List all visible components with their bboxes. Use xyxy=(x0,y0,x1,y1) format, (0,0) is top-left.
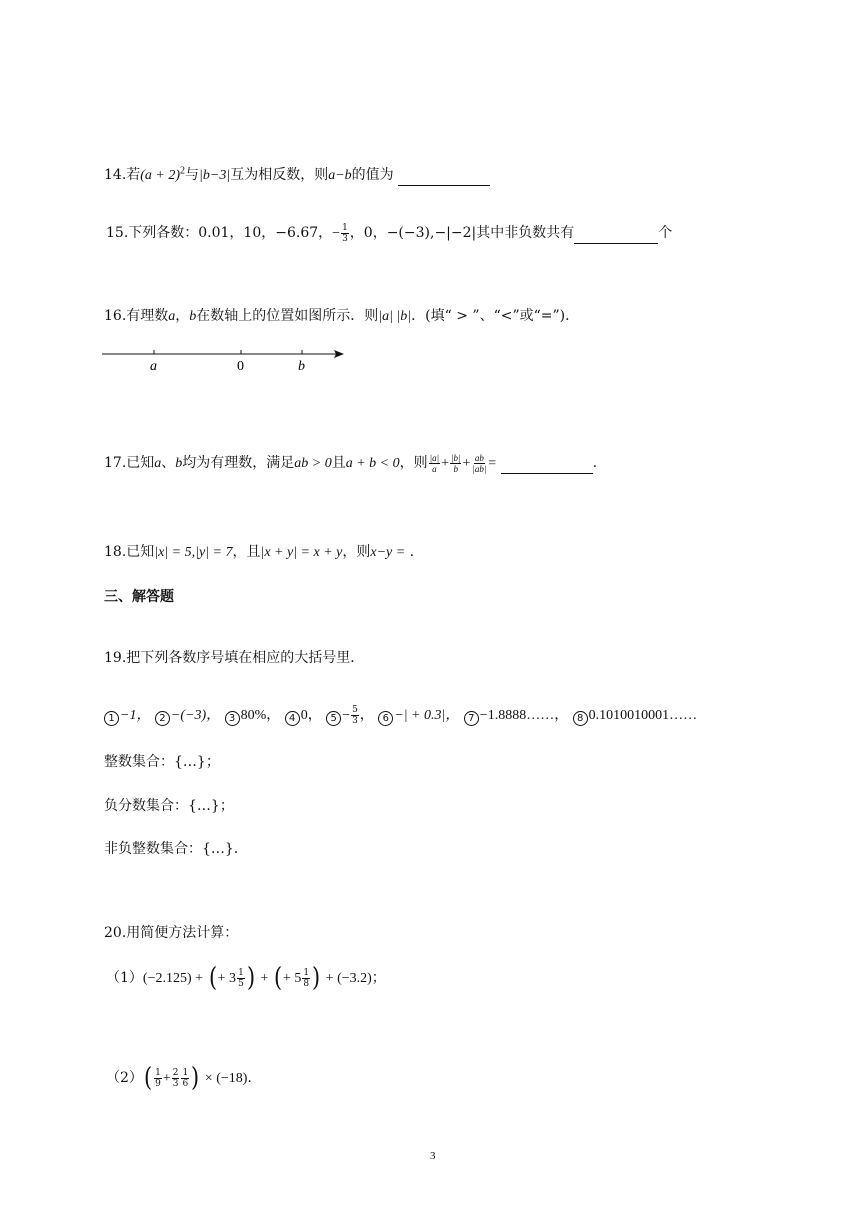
question-17 xyxy=(104,452,597,474)
set-integers: 整数集合：{…}； xyxy=(104,754,220,770)
q17-plus1: + xyxy=(441,456,449,471)
question-20-title: 20.用简便方法计算： xyxy=(104,925,239,941)
q20-p1-b-plus: + 3 xyxy=(217,971,237,986)
q20-p1-mid: + xyxy=(260,971,269,986)
q15-neg: − xyxy=(332,226,341,241)
q20-p1-b-num: 1 xyxy=(238,967,244,978)
q17-end: . xyxy=(592,455,598,471)
paren-close-3: ) xyxy=(191,1063,200,1093)
q18-then: ，则 xyxy=(342,544,371,560)
q19-item-5-den: 3 xyxy=(352,715,358,726)
q19-item-8 xyxy=(573,707,698,723)
q18-end: . xyxy=(409,544,415,560)
q17-var-b: b xyxy=(175,456,183,471)
q17-answer-blank[interactable] xyxy=(501,457,593,474)
q19-item-7-value: −1.8888……， xyxy=(479,708,569,723)
q20-p2-frac2-den: 3 xyxy=(172,1078,179,1089)
q17-mid1: 、 xyxy=(161,455,176,471)
q19-item-5 xyxy=(326,704,374,726)
q14-answer-blank[interactable] xyxy=(398,169,490,186)
q17-frac2-num: |b| xyxy=(450,452,461,463)
number-line xyxy=(100,344,350,376)
q17-eq: = xyxy=(488,456,497,471)
q20-p1-label: （1） xyxy=(106,970,143,986)
q15-rest: ，0，−(−3),−|−2|其中非负数共有 xyxy=(349,225,575,241)
page-number: 3 xyxy=(430,1150,436,1162)
q19-item-8-value: 0.1010010001…… xyxy=(588,708,698,723)
q20-p2-frac3-den: 6 xyxy=(182,1078,189,1089)
q20-p2-frac3 xyxy=(181,1068,189,1089)
q17-cond1: ab > 0 xyxy=(294,456,332,471)
axis-label-a: a xyxy=(150,359,157,374)
q20-p2-frac1-den: 9 xyxy=(155,1078,161,1089)
q19-item-3-value: 80%， xyxy=(240,708,281,723)
question-14 xyxy=(104,164,490,186)
q17-var-a: a xyxy=(154,456,162,471)
section-heading: 三、解答题 xyxy=(104,589,174,605)
q15-suffix: 个 xyxy=(658,225,673,241)
q17-and: 且 xyxy=(331,455,346,471)
q20-p1-end: + (−3.2) xyxy=(325,971,372,986)
paren-open-2: ( xyxy=(273,963,282,993)
q17-frac2-den: b xyxy=(453,463,458,474)
q16-suffix: ．(填“ > ”、“<”或“=”)． xyxy=(411,308,580,324)
q19-item-4-value: 0， xyxy=(300,708,322,723)
q17-plus2: + xyxy=(462,456,471,471)
q15-prefix: 15.下列各数：0.01，10，−6.67， xyxy=(106,225,333,241)
circled-number-2: 2 xyxy=(155,711,170,726)
q17-frac3 xyxy=(471,453,487,474)
axis-label-zero: 0 xyxy=(237,359,244,374)
q20-p1-b-fraction xyxy=(237,968,245,989)
q20-p2-frac3-num: 1 xyxy=(182,1067,189,1078)
q14-mid: 与 xyxy=(185,167,200,183)
question-18 xyxy=(104,541,414,561)
question-16 xyxy=(104,305,579,325)
circled-number-3: 3 xyxy=(225,711,240,726)
circled-number-7: 7 xyxy=(464,711,479,726)
q20-p1-c-den: 8 xyxy=(303,978,310,989)
q20-p2-label: （2） xyxy=(106,1070,143,1086)
q19-item-4 xyxy=(285,707,322,723)
q14-expr2: |b−3| xyxy=(199,168,231,183)
q19-item-6-value: −| + 0.3|， xyxy=(394,708,460,723)
question-19-items xyxy=(104,704,697,726)
q14-mid2: 互为相反数，则 xyxy=(230,167,329,183)
q19-item-7 xyxy=(464,707,568,723)
question-19-title: 19.把下列各数序号填在相应的大括号里． xyxy=(104,650,365,666)
q19-item-1 xyxy=(104,707,150,723)
q15-frac-num: 1 xyxy=(342,222,348,233)
circled-number-8: 8 xyxy=(573,711,588,726)
q20-p1-a: (−2.125) + xyxy=(142,971,204,986)
q17-frac3-den: |ab| xyxy=(472,463,487,474)
circled-number-5: 5 xyxy=(326,711,341,726)
q14-expr3: a−b xyxy=(328,168,352,183)
q19-item-2 xyxy=(155,707,220,723)
q16-sep: ， xyxy=(175,308,190,324)
q19-item-3 xyxy=(225,707,281,723)
q20-p2-frac2-num: 2 xyxy=(172,1067,179,1078)
q18-expr2: |x + y| = x + y xyxy=(260,545,343,560)
q20-p1-c-fraction xyxy=(302,968,310,989)
q17-frac2 xyxy=(450,453,461,474)
q20-p1-c-num: 1 xyxy=(303,967,310,978)
q20-p2-frac2 xyxy=(172,1068,180,1089)
q18-expr1: |x| = 5,|y| = 7 xyxy=(154,545,233,560)
paren-open: ( xyxy=(208,963,217,993)
q16-expr: |a| |b| xyxy=(378,309,412,324)
q19-item-2-value: −(−3)， xyxy=(170,708,221,723)
q19-item-5-num: 5 xyxy=(352,704,358,715)
q16-var-b: b xyxy=(189,309,197,324)
q19-item-5-neg: − xyxy=(342,708,351,723)
set-nonnegative-integers: 非负整数集合：{…}． xyxy=(104,841,248,857)
q20-p2-frac1 xyxy=(154,1068,162,1089)
q17-frac1-num: |a| xyxy=(429,452,440,463)
q20-p1-b-den: 5 xyxy=(238,978,244,989)
q17-then: ，则 xyxy=(399,455,428,471)
paren-open-3: ( xyxy=(143,1063,153,1093)
q17-prefix: 17.已知 xyxy=(104,455,155,471)
q14-expr1: (a + 2) xyxy=(140,168,181,183)
q18-expr3: x−y = xyxy=(370,545,406,560)
set-negative-fractions: 负分数集合：{…}； xyxy=(104,798,234,814)
q20-p2-frac1-num: 1 xyxy=(155,1067,161,1078)
paren-close-2: ) xyxy=(312,963,321,993)
paren-close: ) xyxy=(246,963,255,993)
axis-label-b: b xyxy=(298,359,305,374)
q19-item-6 xyxy=(378,707,459,723)
q14-exponent: 2 xyxy=(180,165,186,177)
q17-cond2: a + b < 0 xyxy=(345,456,400,471)
q20-p1-semicolon: ； xyxy=(371,970,386,986)
question-15 xyxy=(106,222,672,244)
q14-prefix: 14.若 xyxy=(104,167,141,183)
circled-number-6: 6 xyxy=(378,711,393,726)
q15-answer-blank[interactable] xyxy=(574,227,658,244)
q14-suffix: 的值为 xyxy=(351,167,394,183)
q17-mid2: 均为有理数，满足 xyxy=(182,455,295,471)
q17-frac1 xyxy=(429,453,440,474)
q16-var-a: a xyxy=(168,309,176,324)
q19-item-1-value: −1， xyxy=(120,708,151,723)
q16-prefix: 16.有理数 xyxy=(104,308,169,324)
q18-prefix: 18.已知 xyxy=(104,544,155,560)
circled-number-4: 4 xyxy=(285,711,300,726)
question-20-part-2 xyxy=(106,1063,252,1093)
q17-frac3-num: ab xyxy=(474,452,484,463)
question-20-part-1 xyxy=(106,963,386,993)
q20-p2-end: × (−18) xyxy=(204,1071,248,1086)
q15-frac-den: 3 xyxy=(342,233,348,244)
q20-p1-c-plus: + 5 xyxy=(282,971,302,986)
q19-item-5-value: ， xyxy=(359,707,374,723)
q20-p2-dot: . xyxy=(247,1070,252,1086)
q17-frac1-den: a xyxy=(432,463,437,474)
q19-item-5-fraction xyxy=(351,705,359,726)
q16-mid: 在数轴上的位置如图所示．则 xyxy=(196,308,379,324)
q15-fraction xyxy=(341,223,349,244)
circled-number-1: 1 xyxy=(104,711,119,726)
q20-p2-plus: + xyxy=(162,1071,171,1086)
q18-mid: ，且 xyxy=(232,544,261,560)
